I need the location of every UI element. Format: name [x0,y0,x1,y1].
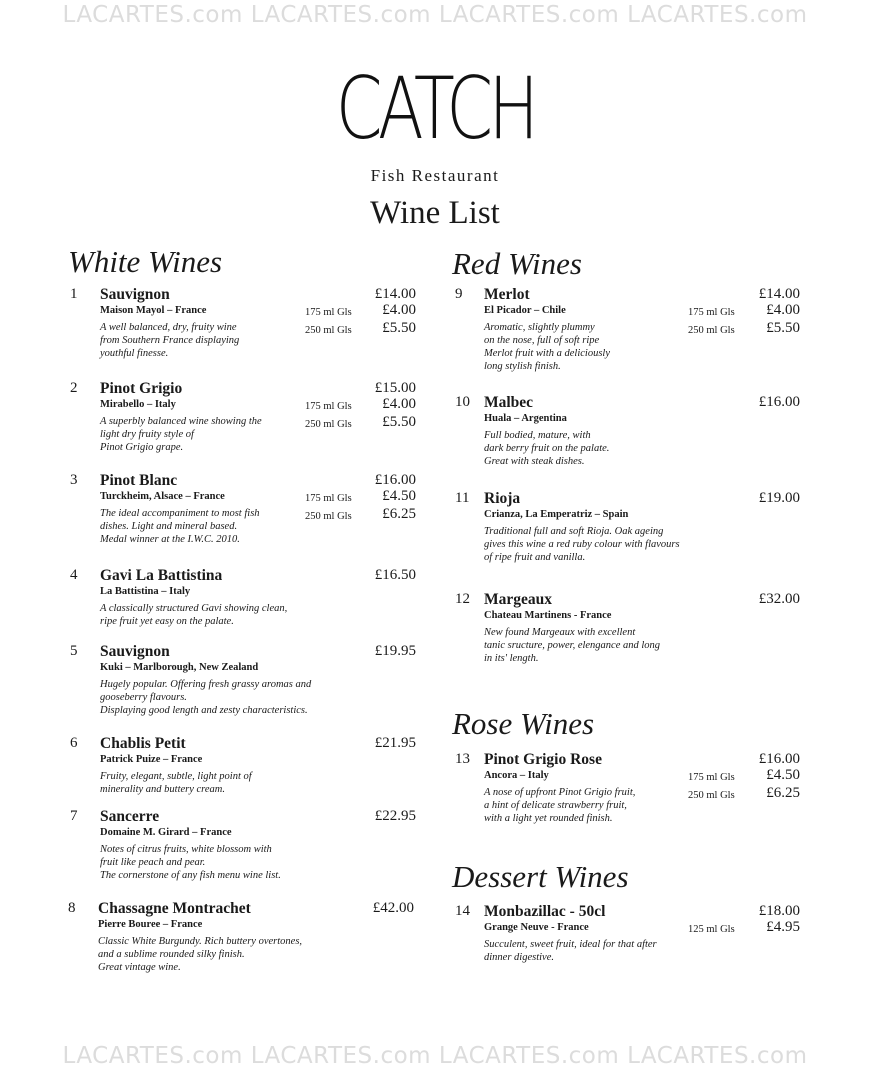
wine-number: 14 [455,903,470,919]
wine-description-line: gooseberry flavours. [100,692,187,703]
glass-price: £4.00 [766,302,800,318]
wine-number: 4 [70,567,78,583]
bottle-price: £42.00 [372,900,414,916]
wine-item [70,472,430,562]
wine-description-line: Great vintage wine. [98,962,181,973]
glass-size-label: 250 ml Gls [688,325,735,336]
wine-number: 13 [455,751,470,767]
wine-description-line: Fruity, elegant, subtle, light point of [100,771,252,782]
wine-item [70,808,430,898]
wine-item [70,286,430,376]
wine-name: Malbec [484,394,534,411]
glass-size-label: 175 ml Gls [305,493,352,504]
wine-number: 11 [455,490,470,506]
glass-size-label: 250 ml Gls [305,511,352,522]
wine-number: 2 [70,380,78,396]
wine-number: 12 [455,591,470,607]
wine-producer: Turckheim, Alsace – France [100,491,225,502]
wine-description [484,525,744,564]
wine-item [455,490,815,580]
glass-size-label: 175 ml Gls [305,307,352,318]
wine-description-line: fruit like peach and pear. [100,857,206,868]
wine-producer: El Picador – Chile [484,305,566,316]
bottle-price: £16.00 [374,472,416,488]
glass-price: £4.00 [382,396,416,412]
wine-producer: Domaine M. Girard – France [100,827,232,838]
glass-size-label: 175 ml Gls [688,772,735,783]
wine-name: Merlot [484,286,530,303]
wine-description-line: ripe fruit yet easy on the palate. [100,616,234,627]
wine-description-line: The ideal accompaniment to most fish [100,508,260,519]
wine-description-line: a hint of delicate strawberry fruit, [484,800,627,811]
wine-description-line: Full bodied, mature, with [484,430,591,441]
wine-producer: Chateau Martinens - France [484,610,612,621]
restaurant-subtitle: Fish Restaurant [370,166,500,185]
wine-item [70,380,430,470]
wine-description-line: and a sublime rounded silky finish. [98,949,245,960]
bottle-price: £16.00 [758,751,800,767]
wine-description-line: gives this wine a red ruby colour with flavours [484,539,680,550]
wine-description [484,626,744,665]
wine-description-line: from Southern France displaying [100,335,240,346]
wine-item [455,394,815,484]
wine-description [100,770,360,796]
wine-description-line: New found Margeaux with excellent [484,627,636,638]
wine-description-line: tanic sructure, power, elengance and long [484,640,661,651]
wine-number: 10 [455,394,470,410]
wine-producer: Ancora – Italy [484,770,549,781]
bottle-price: £15.00 [374,380,416,396]
restaurant-logo: CATCH [335,59,535,159]
glass-size-label: 250 ml Gls [688,790,735,801]
wine-description-line: Aromatic, slightly plummy [484,322,595,333]
wine-producer: Maison Mayol – France [100,305,207,316]
wine-name: Pinot Grigio [100,380,183,397]
glass-size-label: 250 ml Gls [305,325,352,336]
wine-producer: Crianza, La Emperatriz – Spain [484,509,629,520]
wine-name: Chassagne Montrachet [98,900,251,917]
section-title-dessert-wines: Dessert Wines [452,859,629,894]
wine-description-line: Succulent, sweet fruit, ideal for that after [484,939,657,950]
wine-description-line: Merlot fruit with a deliciously [484,348,610,359]
wine-description-line: on the nose, full of soft ripe [484,335,600,346]
wine-producer: Mirabello – Italy [100,399,176,410]
wine-name: Pinot Grigio Rose [484,751,602,768]
wine-number: 5 [70,643,78,659]
wine-description-line: dark berry fruit on the palate. [484,443,610,454]
glass-price: £4.50 [382,488,416,504]
wine-description-line: dinner digestive. [484,952,554,963]
wine-description-line: The cornerstone of any fish menu wine list. [100,870,281,881]
wine-description-line: Classic White Burgundy. Rich buttery overtones, [98,936,303,947]
bottle-price: £32.00 [758,591,800,607]
wine-description [484,429,744,468]
wine-description-line: Notes of citrus fruits, white blossom with [100,844,272,855]
glass-price: £5.50 [766,320,800,336]
wine-name: Chablis Petit [100,735,186,752]
bottle-price: £14.00 [374,286,416,302]
wine-description-line: with a light yet rounded finish. [484,813,613,824]
wine-description-line: Pinot Grigio grape. [100,442,184,453]
wine-description-line: A superbly balanced wine showing the [100,416,262,427]
wine-description-line: Medal winner at the I.W.C. 2010. [100,534,240,545]
glass-price: £6.25 [766,785,800,801]
page-title: Wine List [370,195,500,231]
wine-description-line: youthful finesse. [100,348,169,359]
wine-name: Sancerre [100,808,160,825]
wine-description [484,938,744,964]
bottle-price: £18.00 [758,903,800,919]
bottle-price: £19.95 [374,643,416,659]
watermark-bottom: LACARTES.com LACARTES.com LACARTES.com LACARTES.com [62,1043,808,1069]
glass-price: £5.50 [382,414,416,430]
glass-size-label: 125 ml Gls [688,924,735,935]
wine-description-line: A classically structured Gavi showing clean, [100,603,288,614]
wine-description-line: long stylish finish. [484,361,561,372]
wine-description-line: light dry fruity style of [100,429,194,440]
wine-number: 3 [70,472,78,488]
wine-description-line: dishes. Light and mineral based. [100,521,238,532]
wine-item [455,286,815,376]
glass-size-label: 250 ml Gls [305,419,352,430]
wine-description [98,935,358,974]
wine-description [100,678,360,717]
bottle-price: £19.00 [758,490,800,506]
glass-price: £4.50 [766,767,800,783]
wine-description-line: of ripe fruit and vanilla. [484,552,586,563]
wine-description-line: Great with steak dishes. [484,456,585,467]
wine-description [100,843,360,882]
wine-item [455,751,815,841]
glass-price: £4.00 [382,302,416,318]
glass-price: £6.25 [382,506,416,522]
glass-price: £4.95 [766,919,800,935]
wine-number: 6 [70,735,78,751]
wine-producer: Grange Neuve - France [484,922,589,933]
wine-item [68,900,428,990]
bottle-price: £16.50 [374,567,416,583]
wine-name: Sauvignon [100,643,170,660]
wine-description-line: Hugely popular. Offering fresh grassy aromas and [100,679,312,690]
wine-description-line: A nose of upfront Pinot Grigio fruit, [484,787,636,798]
wine-item [455,591,815,681]
wine-producer: Patrick Puize – France [100,754,203,765]
wine-name: Margeaux [484,591,553,608]
wine-producer: Huala – Argentina [484,413,567,424]
glass-size-label: 175 ml Gls [688,307,735,318]
bottle-price: £22.95 [374,808,416,824]
wine-name: Monbazillac - 50cl [484,903,606,920]
glass-size-label: 175 ml Gls [305,401,352,412]
wine-description-line: in its' length. [484,653,539,664]
wine-name: Sauvignon [100,286,170,303]
wine-producer: Pierre Bouree – France [98,919,203,930]
wine-item [455,903,815,993]
wine-number: 7 [70,808,78,824]
wine-description-line: A well balanced, dry, fruity wine [100,322,237,333]
wine-name: Rioja [484,490,521,507]
bottle-price: £21.95 [374,735,416,751]
wine-description-line: Traditional full and soft Rioja. Oak ageing [484,526,664,537]
wine-number: 9 [455,286,463,302]
wine-description-line: Displaying good length and zesty characteristics. [100,705,308,716]
wine-producer: La Battistina – Italy [100,586,191,597]
wine-description-line: minerality and buttery cream. [100,784,226,795]
bottle-price: £14.00 [758,286,800,302]
watermark-top: LACARTES.com LACARTES.com LACARTES.com LACARTES.com [62,2,808,28]
wine-number: 8 [68,900,76,916]
bottle-price: £16.00 [758,394,800,410]
section-title-rose-wines: Rose Wines [452,706,595,741]
wine-description [100,602,360,628]
section-title-red-wines: Red Wines [452,246,582,281]
wine-producer: Kuki – Marlborough, New Zealand [100,662,259,673]
section-title-white-wines: White Wines [68,244,223,279]
wine-name: Gavi La Battistina [100,567,223,584]
glass-price: £5.50 [382,320,416,336]
wine-name: Pinot Blanc [100,472,178,489]
wine-number: 1 [70,286,78,302]
wine-item [70,643,430,733]
